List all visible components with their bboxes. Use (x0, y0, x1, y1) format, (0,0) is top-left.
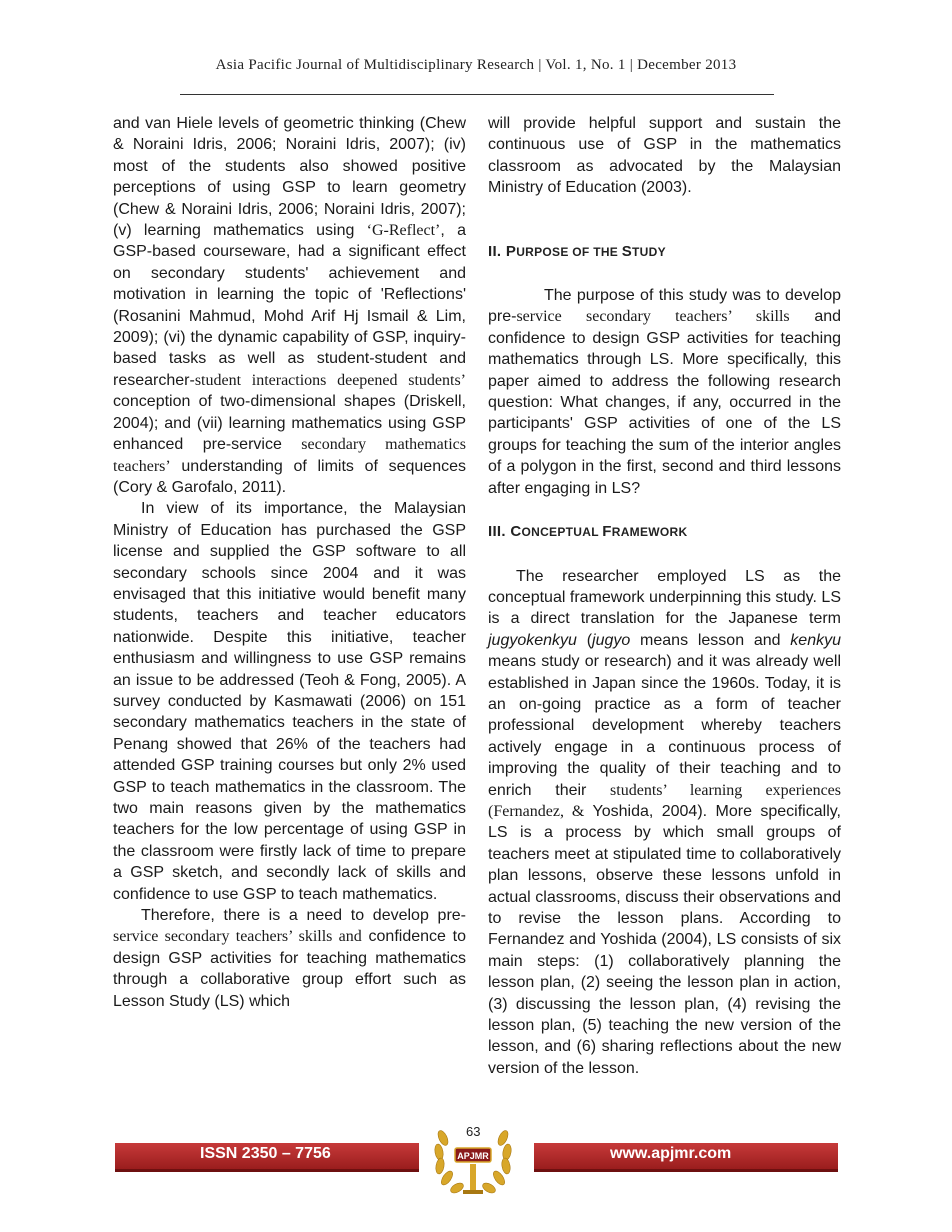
text-run: ‘G-Reflect’ (366, 222, 441, 240)
text-run: Yoshida, 2004). More specifically, LS is a process by which small groups of teachers meet at stipulated time to collaboratively plan lessons, observe these lessons unfold in actual classrooms, discuss their observations and to revise the lesson plans. According to Fernandez and Yoshida (2004), LS consists of six main steps: (1) collaboratively planning the lesson plan, (2) seeing the lesson plan in action, (3) discussing the lesson plan, (4) revising the lesson plan, (5) teaching the new version of the lesson, and (6) sharing reflections about the new version of the lesson. (488, 802, 842, 1077)
right-column (488, 113, 841, 1079)
right-paragraph-1: will provide helpful support and sustain the continuous use of GSP in the mathematics classroom as advocated by the Malaysian Ministry of Education (2003). (488, 115, 841, 197)
text-run: service secondary teachers’ skills and (113, 928, 362, 946)
text-run: jugyokenkyu (488, 631, 577, 649)
text-run: and confidence to design GSP activities for teaching mathematics through LS. More specifically, this paper aimed to address the following research question: What changes, if any, occurred in the participants' GSP activities of one of the LS groups for teaching the sum of the interior angles of a polygon in the first, second and third lessons after engaging in LS? (488, 308, 842, 497)
heading-run: S (621, 242, 633, 260)
left-paragraph-3 (113, 905, 466, 1012)
text-run: conception of two-dimensional shapes (Driskell, 2004); and (vii) learning mathematics using GSP enhanced pre-service (113, 393, 466, 454)
text-run: secondary mathematics teachers’ (113, 436, 467, 475)
journal-header: Asia Pacific Journal of Multidisciplinary Research | Vol. 1, No. 1 | December 2013 (215, 57, 737, 73)
heading-run: III. C (488, 523, 522, 541)
website-link[interactable]: www.apjmr.com (610, 1145, 732, 1162)
right-paragraph-2 (488, 285, 841, 499)
text-run: means study or research) and it was already well established in Japan since the 1960s. Today, it is an on-going practice as a form of teacher professional development whereby teachers actively engage in a continuous process of improving the quality of their teaching and to enrich their (488, 653, 841, 799)
text-run: and van Hiele levels of geometric thinking (Chew & Noraini Idris, 2006; Noraini Idris, 2007); (iv) most of the students also showed positive perceptions of using GSP to learn geometry (Chew & Noraini Idris, 2006; Noraini Idris, 2007); (v) learning mathematics using (113, 115, 466, 240)
heading-run: II. P (488, 242, 517, 260)
text-run: students’ learning experiences (Fernandez, & (488, 781, 842, 820)
logo-text: APJMR (457, 1151, 489, 1161)
heading-run: URPOSE OF THE (516, 244, 622, 259)
text-run: confidence to design GSP activities for teaching mathematics through a collaborative group effort such as Lesson Study (LS) which (113, 928, 466, 1010)
text-run: jugyo (592, 631, 631, 649)
text-run: understanding of limits of sequences (Cory & Garofalo, 2011). (113, 457, 466, 496)
heading-run: RAMEWORK (611, 525, 688, 540)
page-number: 63 (466, 1124, 481, 1139)
issn-label: ISSN 2350 – 7756 (200, 1145, 331, 1162)
heading-run: TUDY (632, 244, 666, 259)
journal-logo-icon (425, 1118, 521, 1204)
heading-run: F (602, 523, 612, 541)
header-divider (180, 94, 774, 95)
text-run: student interactions deepened students’ (194, 371, 466, 389)
left-column (113, 113, 466, 1012)
text-run: service secondary teachers’ skills (516, 308, 790, 326)
left-paragraph-1 (113, 113, 466, 498)
text-run: kenkyu (790, 631, 841, 649)
text-run: Therefore, there is a need to develop pre- (141, 907, 466, 925)
left-paragraph-2: In view of its importance, the Malaysian Ministry of Education has purchased the GSP license and supplied the GSP software to all secondary schools since 2004 and it was envisaged that this initiative would benefit many students, teachers and teacher educators nationwide. Despite this initiative, teacher enthusiasm and willingness to use GSP remains an issue to be addressed (Teoh & Fong, 2005). A survey conducted by Kasmawati (2006) on 151 secondary mathematics teachers in the state of Penang showed that 26% of the teachers had attended GSP training courses but only 2% used GSP to teach mathematics in the classroom. The two main reasons given by the mathematics teachers for the low percentage of using GSP in the classroom were firstly lack of time to prepare a GSP sketch, and secondly lack of skills and confidence to use GSP to teach mathematics. (113, 500, 466, 903)
heading-run: ONCEPTUAL (521, 525, 603, 540)
section-heading-framework (488, 521, 841, 543)
text-run: ( (576, 631, 593, 649)
text-run: The purpose of this study was to develop pre- (488, 287, 841, 326)
right-paragraph-3 (488, 566, 841, 1080)
section-heading-purpose (488, 241, 841, 263)
text-run: The researcher employed LS as the conceptual framework underpinning this study. LS is a direct translation for the Japanese term (488, 567, 841, 628)
text-run: means lesson and (630, 631, 791, 649)
text-run: , a GSP-based courseware, had a significant effect on secondary students' achievement and motivation in learning the topic of 'Reflections' (Rosanini Mahmud, Mohd Arif Hj Ismail & Lim, 2009); (vi) the dynamic capability of GSP, inquiry-based tasks as well as student-student and researcher- (113, 222, 466, 389)
